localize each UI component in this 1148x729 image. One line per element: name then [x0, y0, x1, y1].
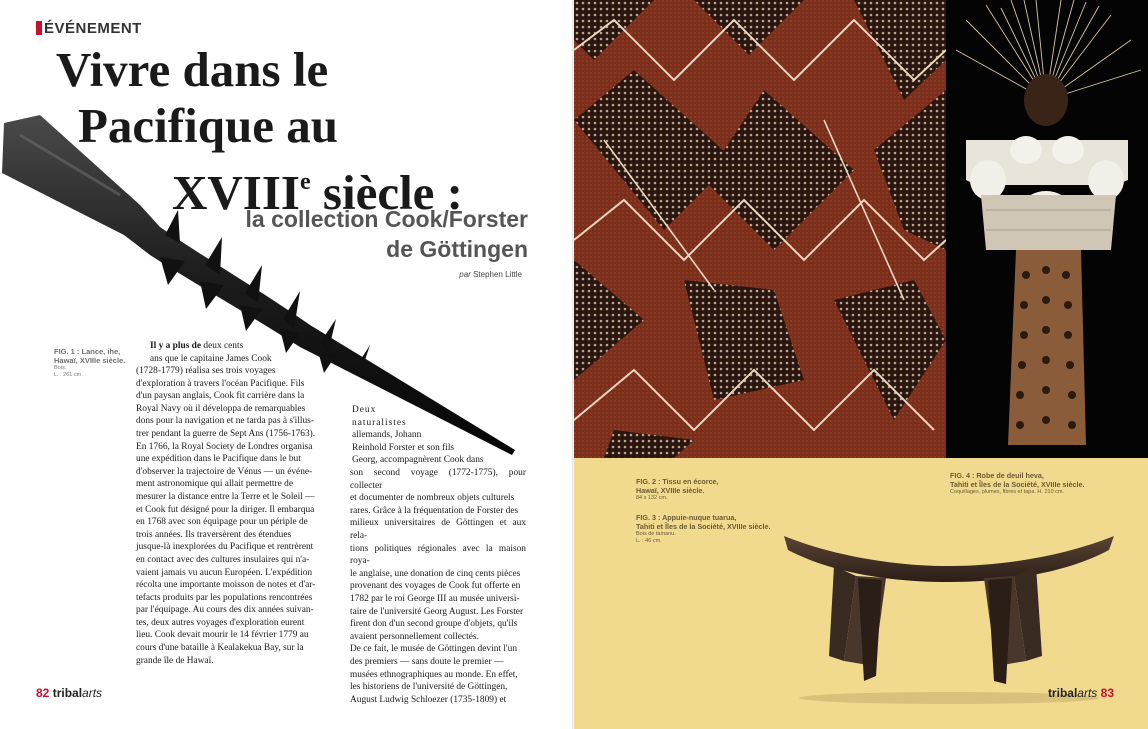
col1-line: par l'équipage. Au cours des dix années suivan-	[136, 605, 314, 616]
fig4-material: Coquillages, plumes, fibres et tapa. H. 210 cm.	[950, 489, 1065, 495]
col2-line: August Ludwig Schloezer (1735-1809) et	[350, 694, 507, 705]
col2-line: milieux universitaires de Göttingen et aux rela-	[350, 518, 526, 541]
byline-prefix: par	[459, 270, 471, 279]
fig3-title-2: Tahiti et Îles de la Société, XVIIIe siècle.	[636, 522, 771, 531]
brand-bold: tribal	[1047, 686, 1078, 700]
col1-line: d'un paysan anglais, Cook fit carrière dans la	[136, 391, 305, 402]
fig1-title-2: Hawaï, XVIIIe siècle.	[54, 356, 126, 365]
section-marker	[36, 21, 42, 35]
col1-line: en 1768 avec son équipage pour un périple de	[136, 517, 308, 528]
fig4-title-1: FIG. 4 : Robe de deuil heva,	[950, 471, 1044, 480]
fig3-dimension: L. : 46 cm.	[636, 538, 662, 544]
folio-left	[36, 686, 102, 700]
col2-line: tions politiques régionales avec la maison roya-	[350, 543, 526, 567]
col1-line: trer pendant la guerre de Sept Ans (1756-1763).	[136, 428, 316, 439]
col2-line: et documenter de nombreux objets culturels	[350, 493, 515, 504]
title-line-1: Vivre dans le	[56, 42, 329, 97]
col2-line: le anglaise, une donation de cinq cents pièces	[350, 568, 521, 579]
col2-line: Georg, accompagnèrent Cook dans	[352, 455, 484, 466]
fig4-caption	[950, 471, 1140, 496]
col2-line: naturalistes	[352, 417, 407, 428]
col1-line-1	[150, 340, 340, 353]
col2-line: De ce fait, le musée de Göttingen devint l'un	[350, 644, 518, 655]
brand-bold: tribal	[52, 686, 83, 700]
col1-line: Royal Navy où il développa de remarquables	[136, 403, 306, 414]
mourning-costume-image	[946, 0, 1148, 458]
col1-line: tefacts produits par les populations rencontrées	[136, 592, 313, 603]
col1-line: grande île de Hawaï.	[136, 655, 214, 666]
col2-line: Deux	[352, 405, 377, 415]
col1-line: (1728-1779) réalisa ses trois voyages	[136, 366, 276, 376]
col2-line: provenant des voyages de Cook fut offerte en	[350, 581, 521, 592]
col1-line: et Cook fut désigné pour la diriger. Il embarqua	[136, 504, 315, 515]
col1-line: tes, deux autres voyages d'exploration eurent	[136, 617, 305, 628]
col1-line: en contact avec des cultures insulaires qui n'a-	[136, 554, 310, 565]
col2-line: musées ethnographiques au monde. En effet,	[350, 669, 518, 680]
byline	[459, 270, 522, 279]
headrest-image	[774, 516, 1124, 706]
col2-line: allemands, Johann	[352, 430, 422, 441]
col1-line-2: ans que le capitaine James Cook	[150, 353, 272, 364]
title-line-3-end: siècle :	[310, 165, 463, 220]
col1-line: trois années. Ils traversèrent des étendues	[136, 529, 292, 540]
section-label	[36, 20, 142, 37]
col1-line: mesurer la distance entre la Terre et le Soleil —	[136, 491, 315, 502]
col2-line: rares. Grâce à la fréquentation de Forster des	[350, 505, 519, 516]
article-column-2	[350, 467, 526, 706]
fig1-material: Bois.	[54, 365, 67, 371]
article-column-1-body	[136, 365, 332, 667]
right-page	[574, 0, 1148, 729]
col2-line: les historiens de l'université de Göttingen,	[350, 682, 508, 693]
title-line-2: Pacifique au	[78, 98, 338, 153]
bark-cloth-image	[574, 0, 946, 458]
col2-line: avaient personnellement collectés.	[350, 631, 479, 642]
col2-line: firent don d'un second groupe d'objets, qu'ils	[350, 619, 518, 630]
fig4-title-2: Tahiti et Îles de la Société, XVIIIe siècle.	[950, 480, 1085, 489]
subtitle-line-1: la collection Cook/Forster	[245, 206, 528, 232]
col1-line: vaient jamais vu aucun Européen. L'expédition	[136, 567, 313, 578]
col2-line: son second voyage (1772-1775), pour collecter	[350, 468, 526, 491]
brand-italic: arts	[82, 686, 103, 700]
col2-line: Reinhold Forster et son fils	[352, 442, 455, 453]
fig3-material: Bois de tamanu.	[636, 531, 676, 537]
col1-line: En 1766, la Royal Society de Londres organisa	[136, 441, 313, 452]
article-column-1	[150, 340, 340, 365]
fig1-dimension: L. : 261 cm.	[54, 372, 83, 378]
col2-line: 1782 par le roi George III au musée universi-	[350, 593, 520, 604]
section-text: ÉVÉNEMENT	[44, 20, 142, 37]
article-column-2-top	[352, 404, 532, 467]
folio-right	[1048, 686, 1114, 700]
page-number-right: 83	[1100, 686, 1114, 700]
col1-line: récolta une importante moisson de notes et d'ar-	[136, 580, 316, 591]
col2-line: taire de l'université Georg August. Les Forster	[350, 606, 524, 617]
col1-line: ment astronomique qui allait permettre de	[136, 479, 293, 490]
title-century: XVIII	[172, 165, 300, 220]
page-number-left: 82	[36, 686, 50, 700]
subtitle-line-2: de Göttingen	[386, 236, 528, 262]
col1-line: une expédition dans le Pacifique dans le but	[136, 454, 301, 465]
fig3-title-1: FIG. 3 : Appuie-nuque tuarua,	[636, 513, 737, 522]
col2-line: des premiers — sans doute le premier —	[350, 656, 504, 667]
col1-line: lieu. Cook devait mourir le 14 février 1779 au	[136, 630, 309, 641]
fig1-caption	[54, 347, 144, 379]
col1-line: dons pour la navigation et ne tarda pas à s'illus-	[136, 416, 314, 427]
col1-line: d'exploration à travers l'océan Pacifique. Fils	[136, 378, 305, 389]
fig2-caption	[636, 477, 776, 502]
fig2-title-2: Hawaï, XVIIIe siècle.	[636, 486, 705, 495]
fig2-dimension: 84 x 132 cm.	[636, 495, 668, 501]
title-century-sup: e	[299, 169, 311, 195]
col1-line: cours d'une bataille à Kealakekua Bay, sur la	[136, 643, 304, 654]
byline-author: Stephen Little	[473, 270, 522, 279]
fig1-title-1: FIG. 1 : Lance, ihe,	[54, 347, 121, 356]
brand-italic: arts	[1077, 686, 1098, 700]
col1-line: d'observer la trajectoire de Vénus — un événe-	[136, 466, 313, 477]
col1-line: jusque-là inexplorées du Pacifique et rentrèrent	[136, 542, 314, 553]
lead-in: Il y a plus de	[150, 341, 202, 351]
fig2-title-1: FIG. 2 : Tissu en écorce,	[636, 477, 719, 486]
col1-line-1-rest: deux cents	[203, 341, 244, 351]
